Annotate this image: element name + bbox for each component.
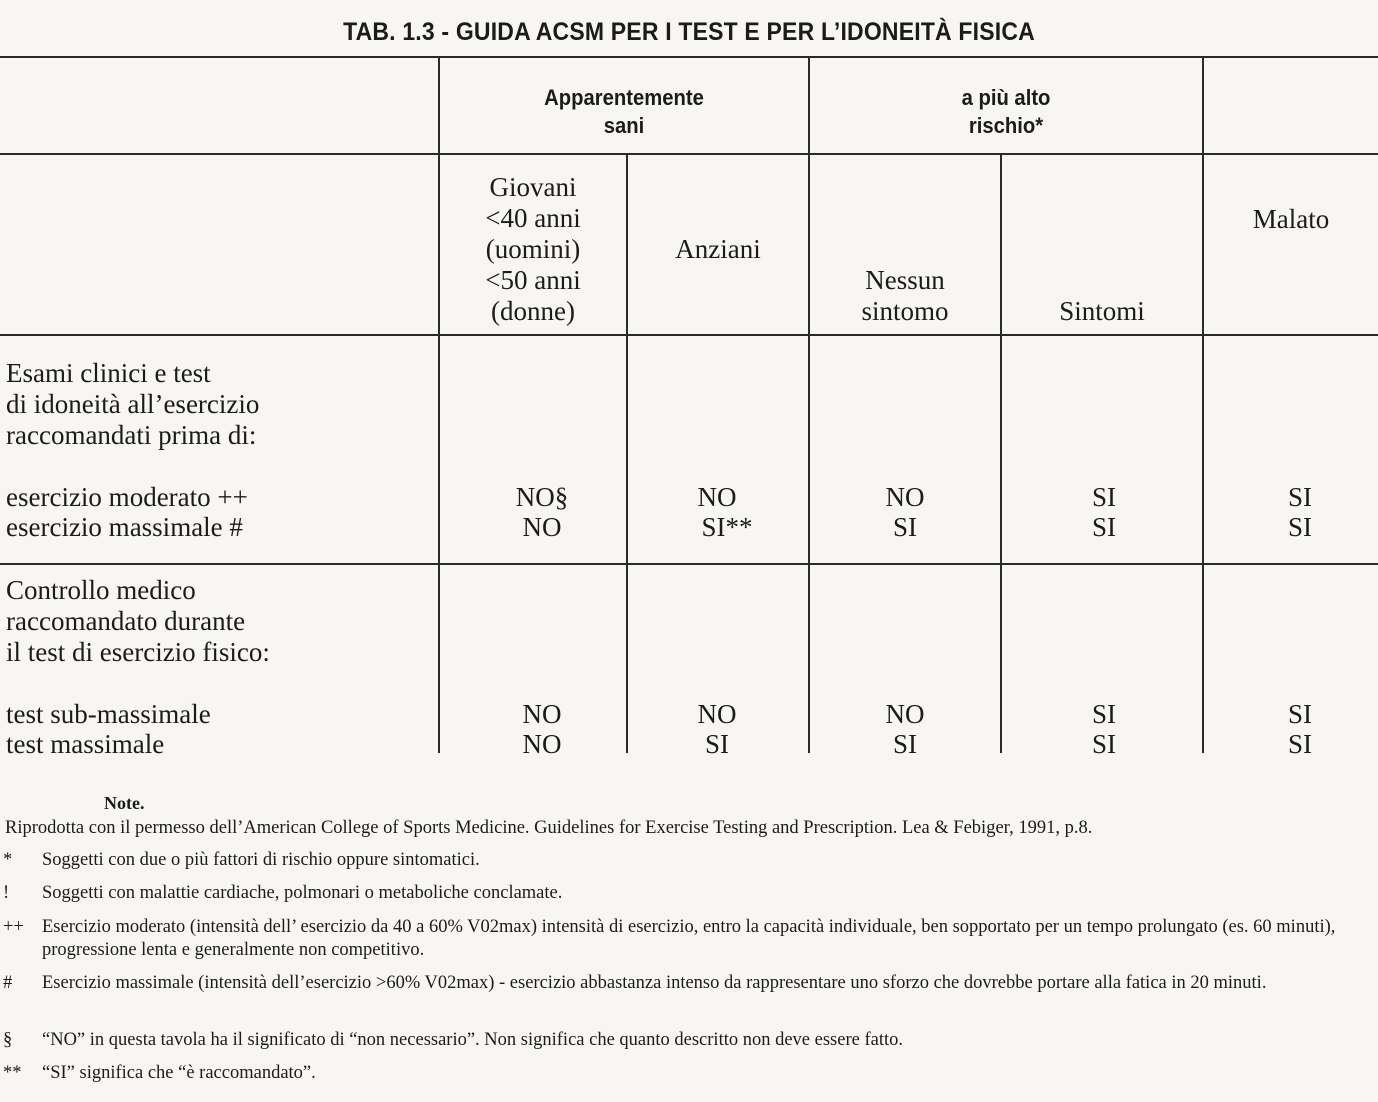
section-heading-line: Controllo medico: [6, 575, 196, 605]
cell-value: NO: [522, 699, 562, 729]
row-label-maximal-exercise: esercizio massimale #: [6, 512, 243, 542]
cell-value: SI: [1091, 699, 1116, 729]
section1-heading: [6, 358, 259, 451]
group-header-higher-risk: [826, 84, 1187, 140]
cell-value: NO: [522, 512, 562, 542]
section2-heading: [6, 575, 270, 668]
footnote-text: “NO” in questa tavola ha il significato di “non necessario”. Non significa che quanto descritto non deve essere fatto.: [42, 1030, 903, 1050]
row-label-moderate-exercise: esercizio moderato ++: [6, 482, 248, 512]
col-header-line: <40 anni: [485, 203, 581, 233]
footnote-text: Esercizio massimale (intensità dell’esercizio >60% V02max) - esercizio abbastanza intenso da rappresentare uno sforzo che dovrebbe portare alla fatica in 20 minuti.: [42, 973, 1267, 993]
cell-value: SI: [1091, 482, 1116, 512]
footnote-text: “SI” significa che “è raccomandato”.: [42, 1063, 316, 1083]
header-divider: [0, 153, 1378, 155]
col-header-no-symptoms: [810, 265, 1000, 327]
row-label-submaximal-test: test sub-massimale: [6, 699, 211, 729]
notes-heading: Note.: [104, 793, 145, 813]
col-header-line: Anziani: [675, 234, 761, 264]
cell-value: SI: [1287, 729, 1312, 759]
cell-value: NO§: [515, 482, 569, 512]
col-header-sick: [1204, 204, 1378, 235]
cell-value: SI: [1287, 699, 1312, 729]
cell-value: NO: [885, 482, 925, 512]
row-label-maximal-test: test massimale: [6, 729, 165, 759]
section-heading-line: il test di esercizio fisico:: [6, 637, 270, 667]
col-header-young: [440, 172, 626, 327]
cell-value: NO: [522, 729, 562, 759]
cell-value: SI: [892, 512, 917, 542]
section-heading-line: Esami clinici e test: [6, 358, 211, 388]
footnote-symbol: !: [3, 883, 10, 903]
col-header-line: Sintomi: [1059, 296, 1145, 326]
table-title: TAB. 1.3 - GUIDA ACSM PER I TEST E PER L’IDONEITÀ FISICA: [343, 18, 1035, 46]
col-header-line: (donne): [491, 296, 575, 326]
col-header-line: Malato: [1252, 204, 1330, 234]
group-header-line: Apparentemente: [544, 85, 704, 110]
cell-value: SI: [892, 729, 917, 759]
cell-value: NO: [697, 699, 737, 729]
col-divider-3: [808, 56, 810, 753]
col-header-line: Giovani: [489, 172, 577, 202]
col-header-symptoms: [1002, 296, 1202, 327]
col-header-line: Nessun: [865, 265, 945, 295]
footnote-symbol: *: [3, 850, 13, 870]
cell-value: SI**: [701, 512, 753, 542]
footnote-symbol: **: [3, 1063, 22, 1083]
footnote-text: Soggetti con due o più fattori di rischio oppure sintomatici.: [42, 850, 480, 870]
table-top-rule: [0, 56, 1378, 58]
col-header-line: <50 anni: [485, 265, 581, 295]
group-header-line: a più alto: [961, 85, 1051, 110]
col-divider-5: [1202, 56, 1204, 753]
col-divider-1: [438, 56, 440, 753]
col-divider-4: [1000, 153, 1002, 753]
footnote-text: Soggetti con malattie cardiache, polmonari o metaboliche conclamate.: [42, 883, 563, 903]
cell-value: SI: [704, 729, 729, 759]
col-header-line: sintomo: [861, 296, 949, 326]
cell-value: NO: [885, 699, 925, 729]
group-header-line: rischio*: [968, 113, 1044, 138]
footnote-symbol: #: [3, 973, 13, 993]
footnote-symbol: §: [3, 1030, 13, 1050]
footnote-text: Esercizio moderato (intensità dell’ esercizio da 40 a 60% V02max) intensità di esercizio, entro la capacità individuale, ben sopportato per un tempo prolungato (es. 60 minuti), progressione lenta e generalmente non competitivo.: [42, 917, 1336, 960]
col-header-elderly: [628, 234, 808, 265]
section-heading-line: raccomandato durante: [6, 606, 246, 636]
cell-value: NO: [697, 482, 737, 512]
section-heading-line: di idoneità all’esercizio: [6, 389, 260, 419]
group-header-healthy: [455, 84, 794, 140]
cell-value: SI: [1091, 512, 1116, 542]
header-bottom-rule: [0, 334, 1378, 336]
notes-source: Riprodotta con il permesso dell’American College of Sports Medicine. Guidelines for Exercise Testing and Prescription. Lea & Febiger, 1991, p.8.: [5, 818, 1093, 838]
col-header-line: (uomini): [485, 234, 581, 264]
section-divider: [0, 563, 1378, 565]
cell-value: SI: [1287, 482, 1312, 512]
section-heading-line: raccomandati prima di:: [6, 420, 257, 450]
group-header-line: sani: [603, 113, 645, 138]
footnote-symbol: ++: [3, 917, 24, 937]
cell-value: SI: [1091, 729, 1116, 759]
cell-value: SI: [1287, 512, 1312, 542]
